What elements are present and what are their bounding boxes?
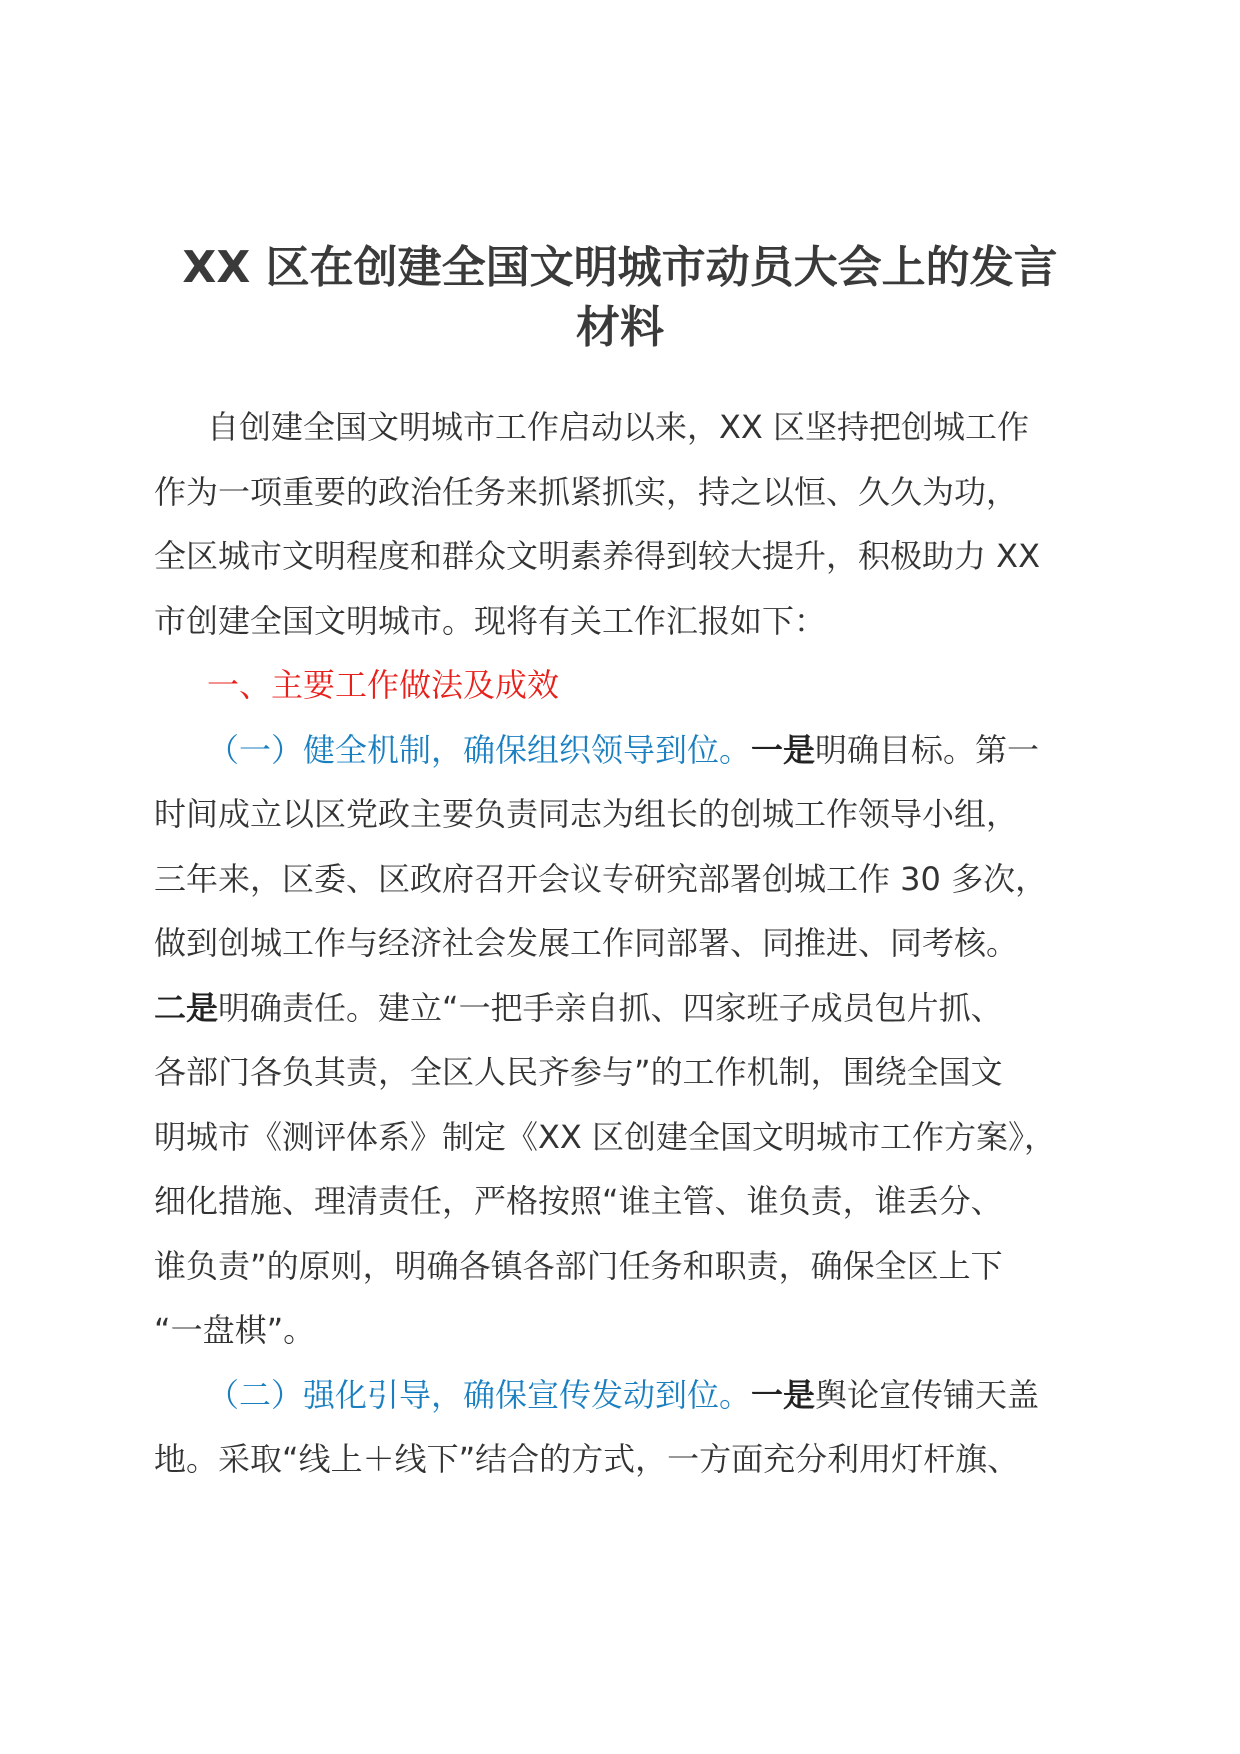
document-body bbox=[154, 395, 1086, 1492]
section-heading-1: 一、主要工作做法及成效 bbox=[207, 666, 560, 704]
paragraph-text: 舆论宣传铺天盖 bbox=[815, 1375, 1040, 1414]
paragraph-line: 细化措施、理清责任，严格按照“谁主管、谁负责，谁丢分、 bbox=[154, 1182, 1003, 1220]
paragraph-line: 谁负责”的原则，明确各镇各部门任务和职责，确保全区上下 bbox=[154, 1246, 1003, 1285]
subsection-1-heading: （一）健全机制，确保组织领导到位。 bbox=[207, 730, 752, 769]
paragraph-line: 明城市《测评体系》制定《XX 区创建全国文明城市工作方案》， bbox=[154, 1117, 1057, 1156]
paragraph-text: 明确目标。第一 bbox=[815, 730, 1040, 769]
paragraph-line-lead bbox=[154, 976, 1086, 1041]
subsection-1-first-line bbox=[154, 718, 1086, 783]
paragraph-line: 做到创城工作与经济社会发展工作同部署、同推进、同考核。 bbox=[154, 924, 1019, 962]
intro-line-4: 市创建全国文明城市。现将有关工作汇报如下： bbox=[154, 601, 827, 640]
paragraph-text: 明确责任。建立“一把手亲自抓、四家班子成员包片抓、 bbox=[218, 988, 1003, 1027]
intro-line-2: 作为一项重要的政治任务来抓紧抓实，持之以恒、久久为功， bbox=[154, 472, 1019, 511]
title-line-1: XX 区在创建全国文明城市动员大会上的发言 bbox=[182, 242, 1058, 293]
paragraph-line: 各部门各负其责，全区人民齐参与”的工作机制，围绕全国文 bbox=[154, 1053, 1003, 1091]
intro-line-1: 自创建全国文明城市工作启动以来，XX 区坚持把创城工作 bbox=[207, 408, 1030, 446]
document-title bbox=[150, 238, 1090, 358]
paragraph-line: 时间成立以区党政主要负责同志为组长的创城工作领导小组， bbox=[154, 795, 1019, 833]
lead-phrase: 一是 bbox=[751, 1375, 816, 1414]
lead-phrase: 一是 bbox=[751, 730, 816, 769]
title-line-2: 材料 bbox=[576, 302, 664, 353]
paragraph-line: 地。采取“线上＋线下”结合的方式，一方面充分利用灯杆旗、 bbox=[154, 1440, 1020, 1478]
intro-line-3: 全区城市文明程度和群众文明素养得到较大提升，积极助力 XX bbox=[154, 537, 1041, 575]
lead-phrase: 二是 bbox=[154, 988, 219, 1027]
paragraph-line: 三年来，区委、区政府召开会议专研究部署创城工作 30 多次， bbox=[154, 859, 1048, 898]
subsection-2-heading: （二）强化引导，确保宣传发动到位。 bbox=[207, 1375, 752, 1414]
subsection-2-first-line bbox=[154, 1363, 1086, 1428]
paragraph-line: “一盘棋”。 bbox=[154, 1311, 316, 1349]
